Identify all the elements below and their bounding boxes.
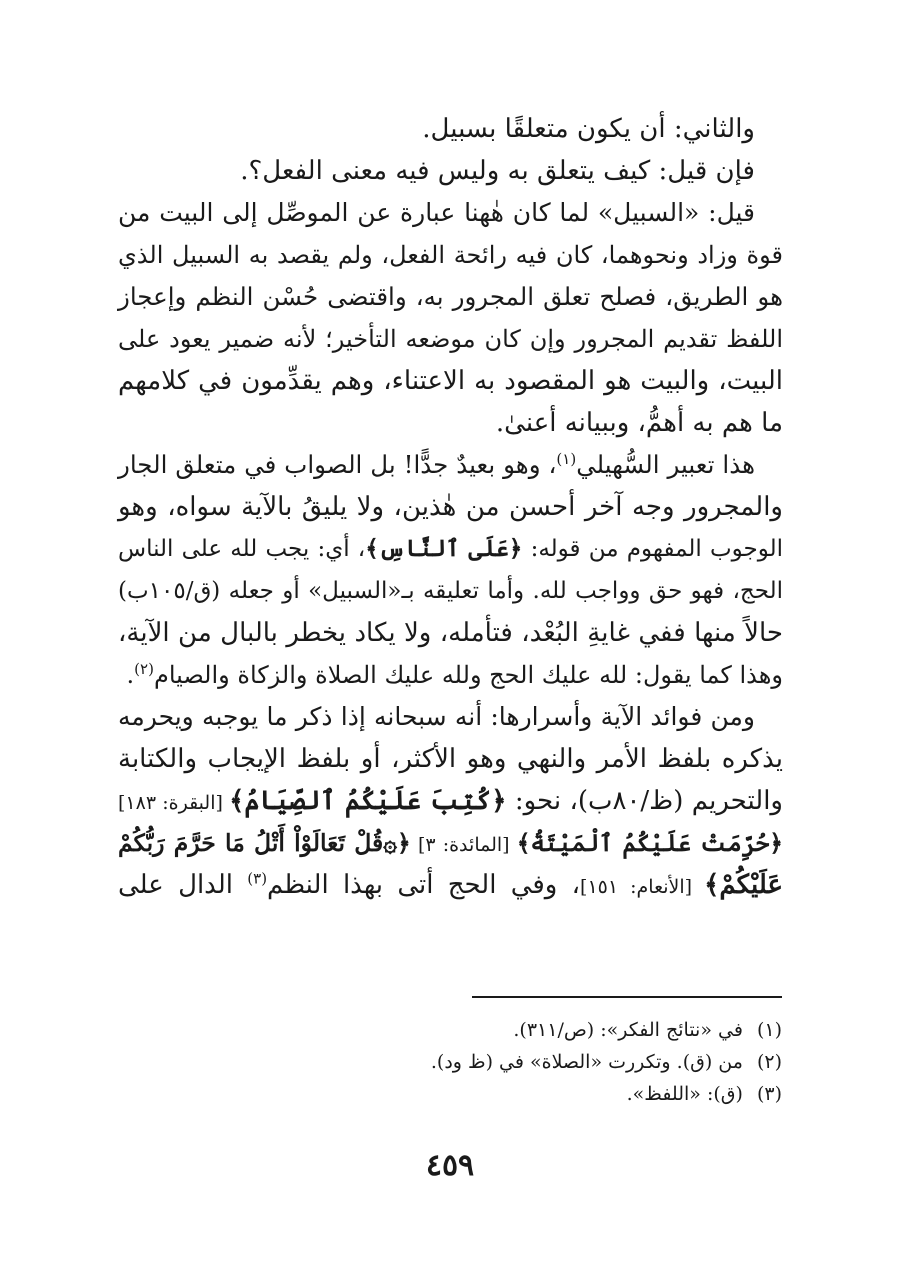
text-line: قوة وزاد ونحوهما، كان فيه رائحة الفعل، ولم يقصد به السبيل الذي bbox=[118, 241, 783, 269]
text-line: قيل: «السبيل» لما كان هٰهنا عبارة عن الموصِّل إلى البيت من bbox=[118, 198, 755, 227]
text-line: اللفظ تقديم المجرور وإن كان موضعه التأخير؛ لأنه ضمير يعود على bbox=[118, 325, 783, 353]
text-line bbox=[118, 822, 783, 864]
footnote-marker-3[interactable]: (٣) bbox=[247, 869, 268, 888]
footnote-marker-2[interactable]: (٢) bbox=[134, 660, 154, 678]
text-line: حالاً منها ففي غايةِ البُعْد، فتأمله، ولا يكاد يخطر بالبال من الآية، bbox=[118, 618, 783, 648]
text-line bbox=[118, 654, 783, 696]
text-line bbox=[118, 864, 783, 906]
page-number: ٤٥٩ bbox=[425, 1148, 475, 1183]
paragraph-2 bbox=[118, 150, 783, 192]
text-line bbox=[118, 780, 783, 822]
text-run: الدال على bbox=[118, 870, 248, 900]
text-run: ، وهو بعيدٌ جدًّا! بل الصواب في متعلق الجار bbox=[118, 450, 557, 479]
footnote-marker-1[interactable]: (١) bbox=[556, 449, 577, 468]
quran-quote: ﴿حُرِّمَتْ عَلَيْكُمُ ٱلْمَيْتَةُ﴾ bbox=[516, 829, 784, 857]
paragraph-3 bbox=[118, 192, 783, 444]
footnotes bbox=[117, 1014, 782, 1110]
verse-reference: [البقرة: ١٨٣] bbox=[118, 792, 230, 814]
quran-quote: ﴿كُتِبَ عَلَيْكُمُ ٱلصِّيَامُ﴾ bbox=[229, 786, 507, 816]
verse-reference: [الأنعام: ١٥١] bbox=[580, 876, 705, 898]
text-line: يذكره بلفظ الأمر والنهي وهو الأكثر، أو بلفظ الإيجاب والكتابة bbox=[118, 744, 783, 774]
text-line: البيت، والبيت هو المقصود به الاعتناء، وهم يقدِّمون في كلامهم bbox=[118, 366, 784, 396]
text-run: هذا تعبير السُّهيلي bbox=[576, 450, 755, 479]
footnote-text: (ق): «اللفظ». bbox=[626, 1083, 743, 1105]
paragraph-5 bbox=[118, 696, 783, 906]
footnote-separator bbox=[472, 996, 782, 998]
verse-reference: [المائدة: ٣] bbox=[410, 834, 517, 856]
footnote-number: (٣) bbox=[756, 1083, 782, 1105]
text-line: ومن فوائد الآية وأسرارها: أنه سبحانه إذا ذكر ما يوجبه ويحرمه bbox=[118, 702, 755, 731]
text-line: والمجرور وجه آخر أحسن من هٰذين، ولا يليقُ بالآية سواه، وهو bbox=[118, 492, 783, 522]
text-line: فإن قيل: كيف يتعلق به وليس فيه معنى الفعل؟. bbox=[240, 156, 755, 186]
quran-quote: عَلَيْكُمْ﴾ bbox=[704, 870, 784, 900]
footnote-text: في «نتائج الفكر»: (ص/٣١١). bbox=[513, 1019, 743, 1041]
text-run: الوجوب المفهوم من قوله: bbox=[522, 536, 784, 562]
text-run: ، أي: يجب لله على الناس bbox=[118, 536, 366, 562]
text-line bbox=[118, 528, 783, 570]
footnote-number: (١) bbox=[756, 1019, 782, 1041]
quran-quote: ﴿۞قُلْ تَعَالَوْاْ أَتْلُ مَا حَرَّمَ رَبُّكُمْ bbox=[118, 829, 411, 857]
text-line: الحج، فهو حق وواجب لله. وأما تعليقه بـ«السبيل» أو جعله (ق/١٠٥ب) bbox=[118, 578, 783, 604]
footnote-3 bbox=[117, 1078, 782, 1110]
text-run: وهذا كما يقول: لله عليك الحج ولله عليك الصلاة والزكاة والصيام bbox=[153, 661, 783, 689]
paragraph-4 bbox=[118, 444, 783, 696]
text-line: والثاني: أن يكون متعلقًا بسبيل. bbox=[422, 114, 755, 144]
footnote-number: (٢) bbox=[756, 1051, 782, 1073]
footnote-text: من (ق). وتكررت «الصلاة» في (ظ ود). bbox=[430, 1051, 743, 1073]
text-run: والتحريم (ظ/٨٠ب)، نحو: bbox=[506, 786, 783, 816]
main-text bbox=[118, 108, 783, 906]
footnote-1 bbox=[117, 1014, 782, 1046]
text-line: ما هم به أهمُّ، وببيانه أعنىٰ. bbox=[495, 408, 783, 438]
text-run: ، وفي الحج أتى بهذا النظم bbox=[267, 870, 581, 900]
text-line: هو الطريق، فصلح تعلق المجرور به، واقتضى حُسْن النظم وإعجاز bbox=[118, 282, 783, 311]
text-line bbox=[118, 444, 783, 486]
paragraph-1 bbox=[118, 108, 783, 150]
footnote-2 bbox=[117, 1046, 782, 1078]
text-run: . bbox=[126, 661, 135, 689]
quran-quote: ﴿عَلَى ٱلنَّاسِ﴾ bbox=[365, 535, 523, 562]
